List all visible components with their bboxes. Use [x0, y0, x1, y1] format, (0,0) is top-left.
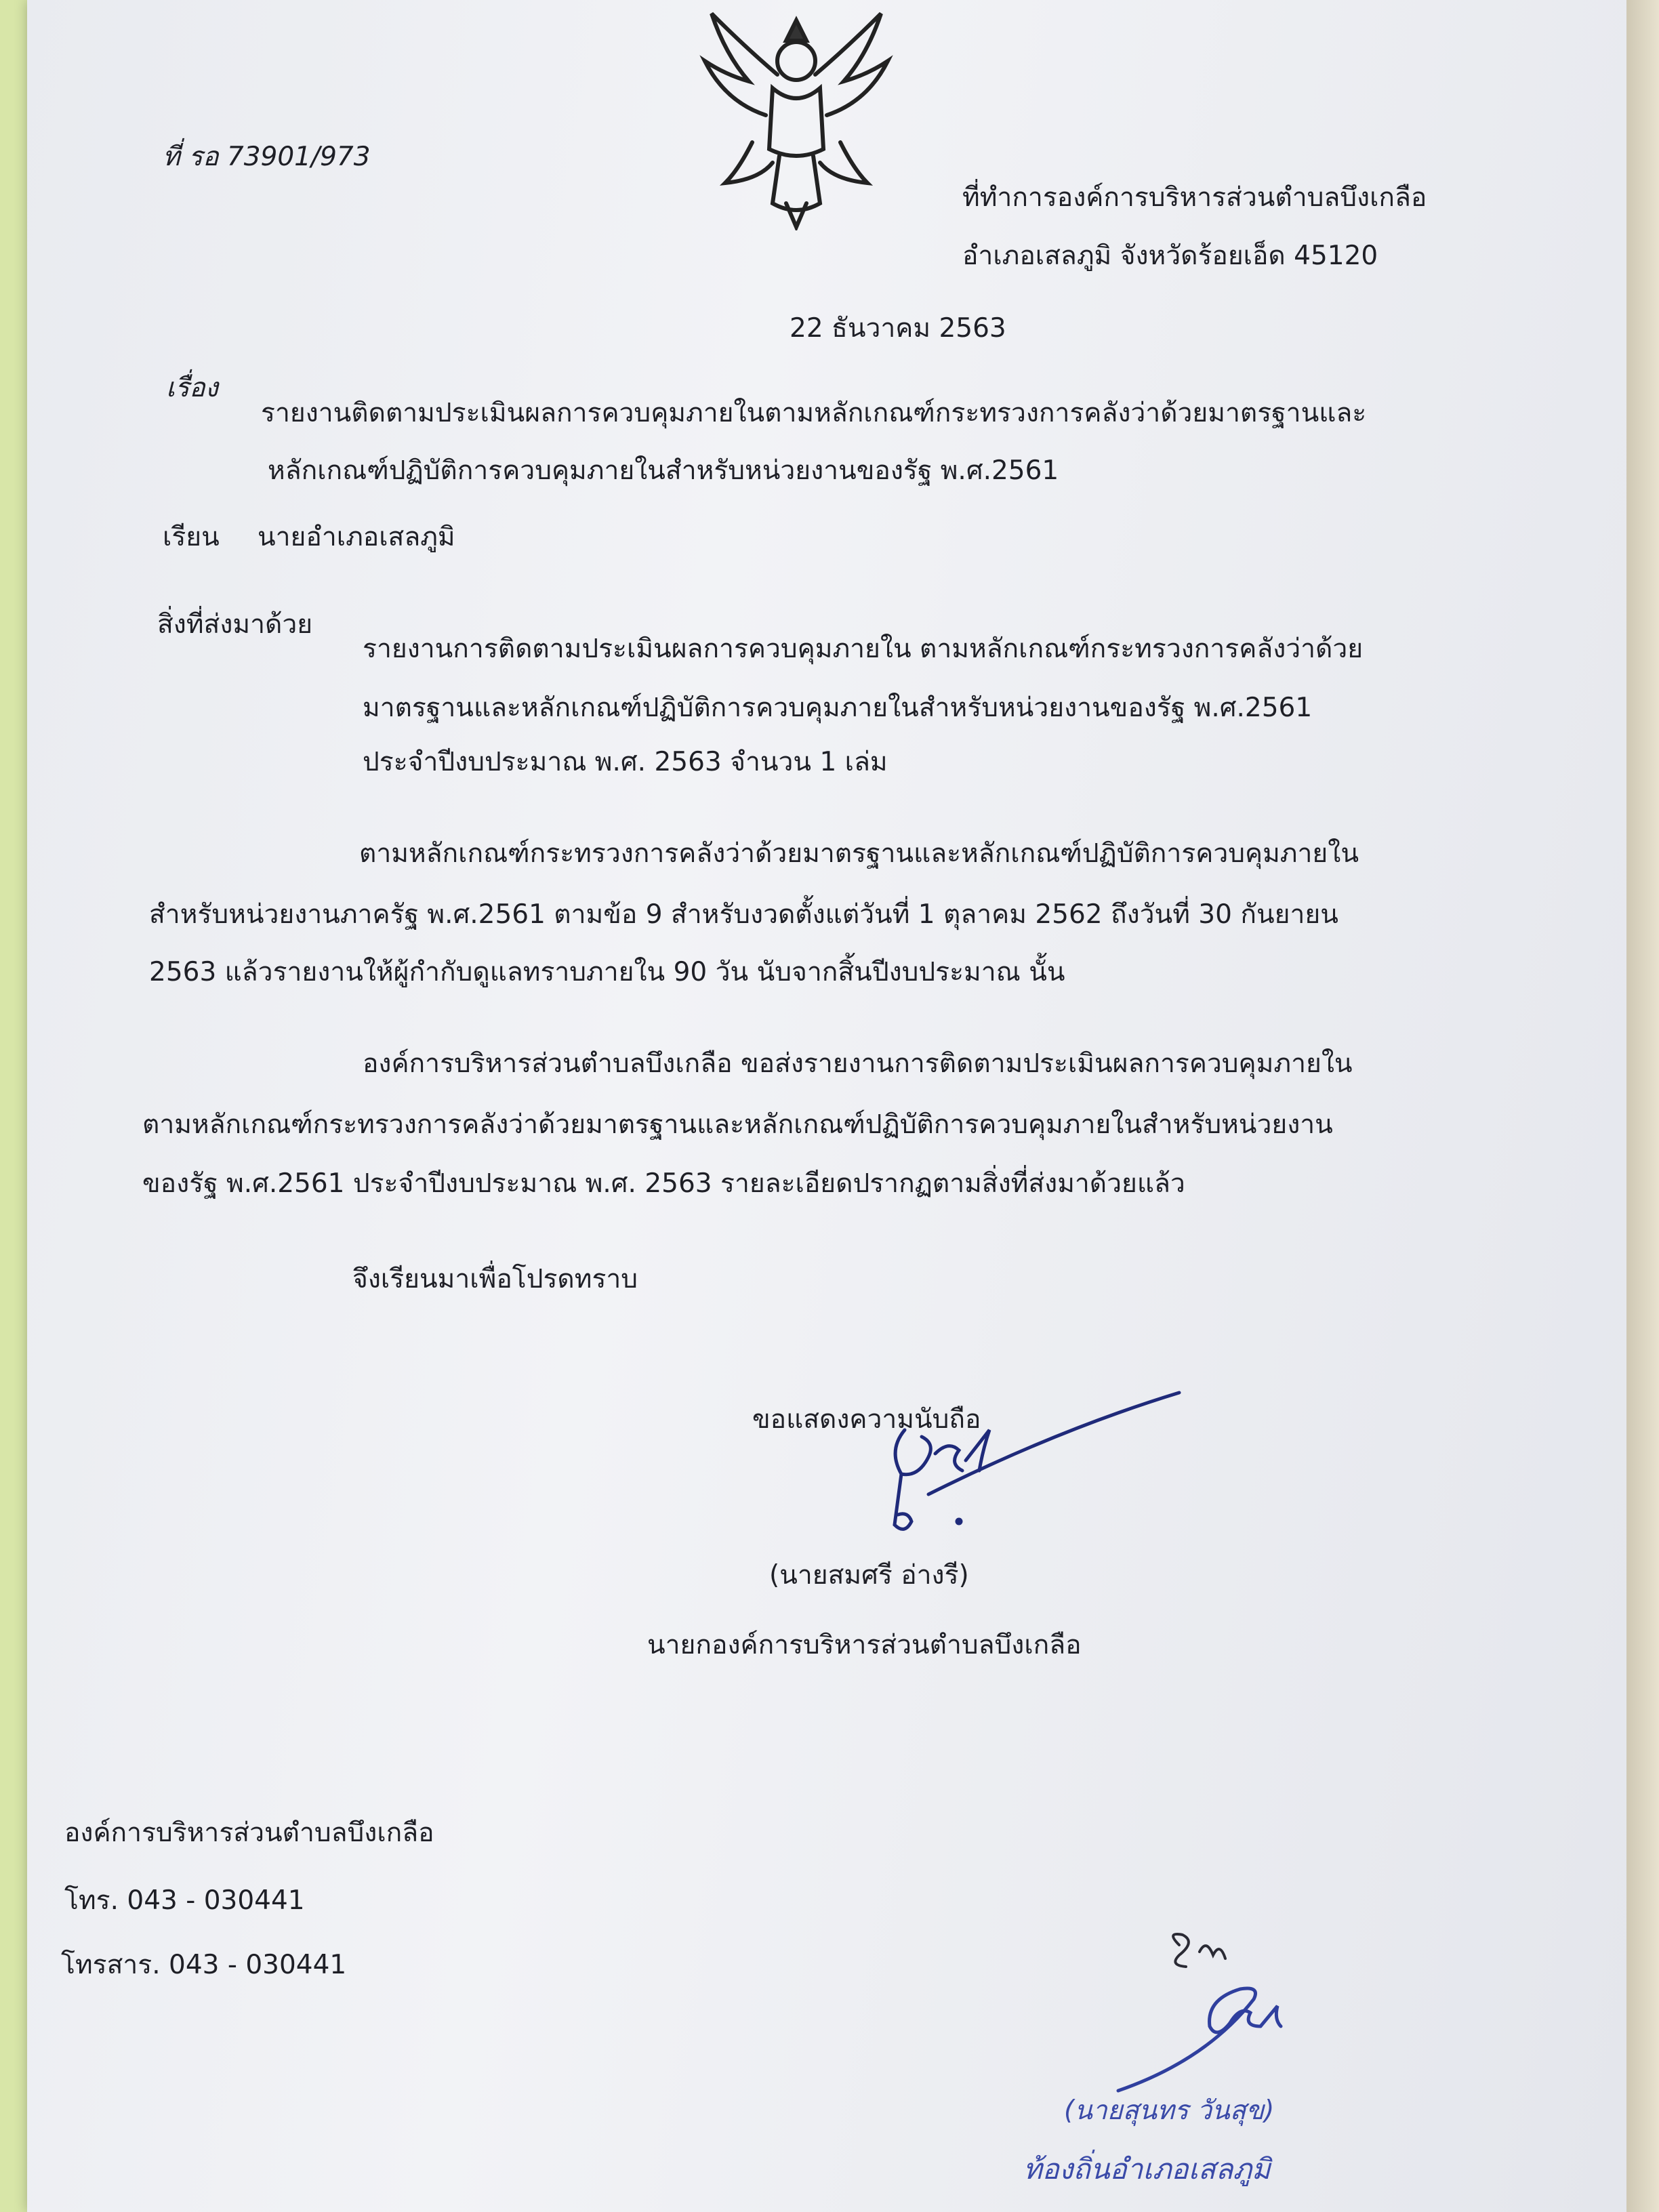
paragraph2-line1: องค์การบริหารส่วนตำบลบึงเกลือ ขอส่งรายงานการติดตามประเมินผลการควบคุมภายใน	[363, 1048, 1353, 1079]
reference-label: ที่	[163, 142, 180, 172]
subject-line1: รายงานติดตามประเมินผลการควบคุมภายในตามหลักเกณฑ์กระทรวงการคลังว่าด้วยมาตรฐานและ	[261, 398, 1367, 428]
garuda-emblem-icon	[684, 0, 908, 230]
attachment-line2: มาตรฐานและหลักเกณฑ์ปฏิบัติการควบคุมภายในสำหรับหน่วยงานของรัฐ พ.ศ.2561	[363, 693, 1313, 723]
regards-line: ขอแสดงความนับถือ	[752, 1404, 981, 1435]
paragraph2-line2: ตามหลักเกณฑ์กระทรวงการคลังว่าด้วยมาตรฐานและหลักเกณฑ์ปฏิบัติการควบคุมภายในสำหรับหน่วยงาน	[142, 1109, 1333, 1140]
paper-edge	[1626, 0, 1659, 2212]
footer-fax: โทรสาร. 043 - 030441	[61, 1950, 347, 1980]
office-address-line2: อำเภอเสลภูมิ จังหวัดร้อยเอ็ด 45120	[962, 241, 1378, 271]
letter-date: 22 ธันวาคม 2563	[790, 313, 1006, 344]
paragraph1-line2: สำหรับหน่วยงานภาครัฐ พ.ศ.2561 ตามข้อ 9 สำหรับงวดตั้งแต่วันที่ 1 ตุลาคม 2562 ถึงวันที่ 30 กันยายน	[149, 899, 1338, 930]
signer-name: (นายสมศรี อ่างรี)	[769, 1560, 969, 1591]
paragraph1-line1: ตามหลักเกณฑ์กระทรวงการคลังว่าด้วยมาตรฐานและหลักเกณฑ์ปฏิบัติการควบคุมภายใน	[359, 838, 1359, 869]
subject-line2: หลักเกณฑ์ปฏิบัติการควบคุมภายในสำหรับหน่วยงานของรัฐ พ.ศ.2561	[268, 455, 1059, 486]
recipient-label: เรียน	[163, 522, 220, 552]
office-address-line1: ที่ทำการองค์การบริหารส่วนตำบลบึงเกลือ	[962, 182, 1427, 213]
attachment-line3: ประจำปีงบประมาณ พ.ศ. 2563 จำนวน 1 เล่ม	[363, 747, 888, 777]
paragraph2-line3: ของรัฐ พ.ศ.2561 ประจำปีงบประมาณ พ.ศ. 2563 รายละเอียดปรากฏตามสิ่งที่ส่งมาด้วยแล้ว	[142, 1168, 1185, 1199]
reference-number	[163, 144, 371, 170]
attachment-label: สิ่งที่ส่งมาด้วย	[157, 609, 313, 640]
subject-label: เรื่อง	[166, 373, 218, 403]
signature-mark	[854, 1382, 1193, 1559]
closing-line: จึงเรียนมาเพื่อโปรดทราบ	[352, 1264, 638, 1294]
receiver-title: ท้องถิ่นอำเภอเสลภูมิ	[1023, 2152, 1271, 2186]
footer-organization: องค์การบริหารส่วนตำบลบึงเกลือ	[64, 1818, 434, 1848]
recipient-value: นายอำเภอเสลภูมิ	[258, 522, 455, 552]
reference-value: รอ 73901/973	[188, 142, 371, 172]
signer-title: นายกองค์การบริหารส่วนตำบลบึงเกลือ	[647, 1630, 1082, 1660]
receiver-name: (นายสุนทร วันสุข)	[1064, 2095, 1275, 2126]
receiver-annotation-mark	[1105, 1925, 1362, 2101]
attachment-line1: รายงานการติดตามประเมินผลการควบคุมภายใน ตามหลักเกณฑ์กระทรวงการคลังว่าด้วย	[363, 634, 1364, 664]
footer-telephone: โทร. 043 - 030441	[64, 1885, 305, 1916]
paragraph1-line3: 2563 แล้วรายงานให้ผู้กำกับดูแลทราบภายใน 90 วัน นับจากสิ้นปีงบประมาณ นั้น	[149, 957, 1065, 987]
